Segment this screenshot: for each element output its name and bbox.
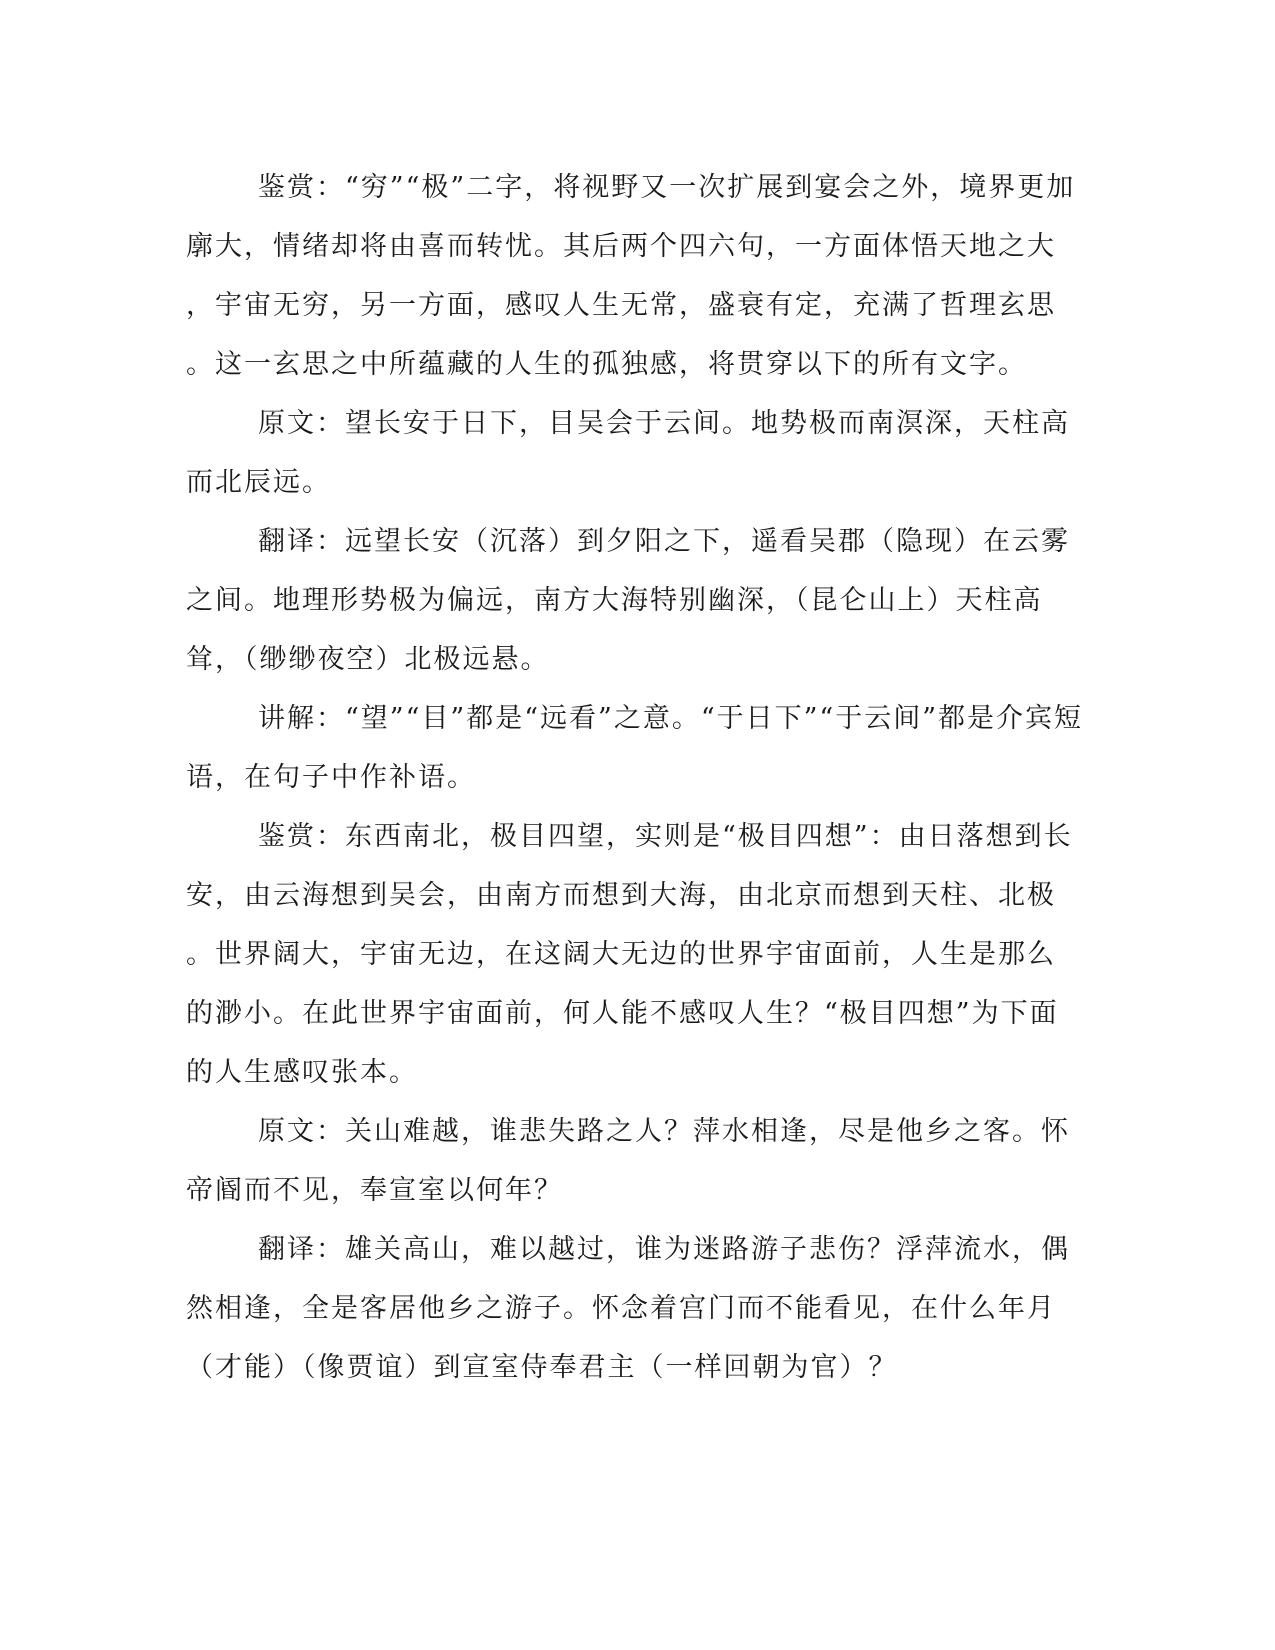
text-line: 然相逢，全是客居他乡之游子。怀念着宫门而不能看见，在什么年月 bbox=[186, 1293, 1056, 1324]
paragraph-original-2 bbox=[186, 1102, 1070, 1220]
text-line: 讲解：“望”“目”都是“远看”之意。“于日下”“于云间”都是介宾短 bbox=[258, 703, 1084, 734]
text-line: 的渺小。在此世界宇宙面前，何人能不感叹人生？“极目四想”为下面 bbox=[186, 998, 1059, 1029]
text-line: 而北辰远。 bbox=[186, 467, 331, 498]
paragraph-appreciation-2 bbox=[186, 807, 1073, 1102]
paragraph-explanation-1 bbox=[186, 689, 1084, 807]
text-line: 之间。地理形势极为偏远，南方大海特别幽深，（昆仑山上）天柱高 bbox=[186, 585, 1043, 616]
paragraph-translation-2 bbox=[186, 1220, 1070, 1397]
document-body bbox=[186, 158, 1084, 1397]
paragraph-appreciation-1 bbox=[186, 158, 1076, 394]
text-line: ，宇宙无穷，另一方面，感叹人生无常，盛衰有定，充满了哲理玄思 bbox=[186, 290, 1056, 321]
text-line: 翻译：雄关高山，难以越过，谁为迷路游子悲伤？浮萍流水，偶 bbox=[258, 1234, 1070, 1265]
text-line: 。这一玄思之中所蕴藏的人生的孤独感，将贯穿以下的所有文字。 bbox=[186, 349, 1027, 380]
text-line: 廓大，情绪却将由喜而转忧。其后两个四六句，一方面体悟天地之大 bbox=[186, 231, 1056, 262]
text-line: （才能）（像贾谊）到宣室侍奉君主（一样回朝为官）？ bbox=[186, 1352, 898, 1383]
text-line: 耸，（缈缈夜空）北极远悬。 bbox=[186, 644, 550, 675]
paragraph-original-1 bbox=[186, 394, 1070, 512]
text-line: 帝阍而不见，奉宣室以何年？ bbox=[186, 1175, 563, 1206]
text-line: 。世界阔大，宇宙无边，在这阔大无边的世界宇宙面前，人生是那么 bbox=[186, 939, 1056, 970]
text-line: 语，在句子中作补语。 bbox=[186, 762, 476, 793]
text-line: 的人生感叹张本。 bbox=[186, 1057, 418, 1088]
text-line: 原文：望长安于日下，目吴会于云间。地势极而南溟深，天柱高 bbox=[258, 408, 1070, 439]
text-line: 翻译：远望长安（沉落）到夕阳之下，遥看吴郡（隐现）在云雾 bbox=[258, 526, 1070, 557]
text-line: 原文：关山难越，谁悲失路之人？萍水相逢，尽是他乡之客。怀 bbox=[258, 1116, 1070, 1147]
text-line: 鉴赏：东西南北，极目四望，实则是“极目四想”：由日落想到长 bbox=[258, 821, 1073, 852]
text-line: 安，由云海想到吴会，由南方而想到大海，由北京而想到天柱、北极 bbox=[186, 880, 1056, 911]
text-line: 鉴赏：“穷”“极”二字，将视野又一次扩展到宴会之外，境界更加 bbox=[258, 172, 1076, 203]
paragraph-translation-1 bbox=[186, 512, 1070, 689]
